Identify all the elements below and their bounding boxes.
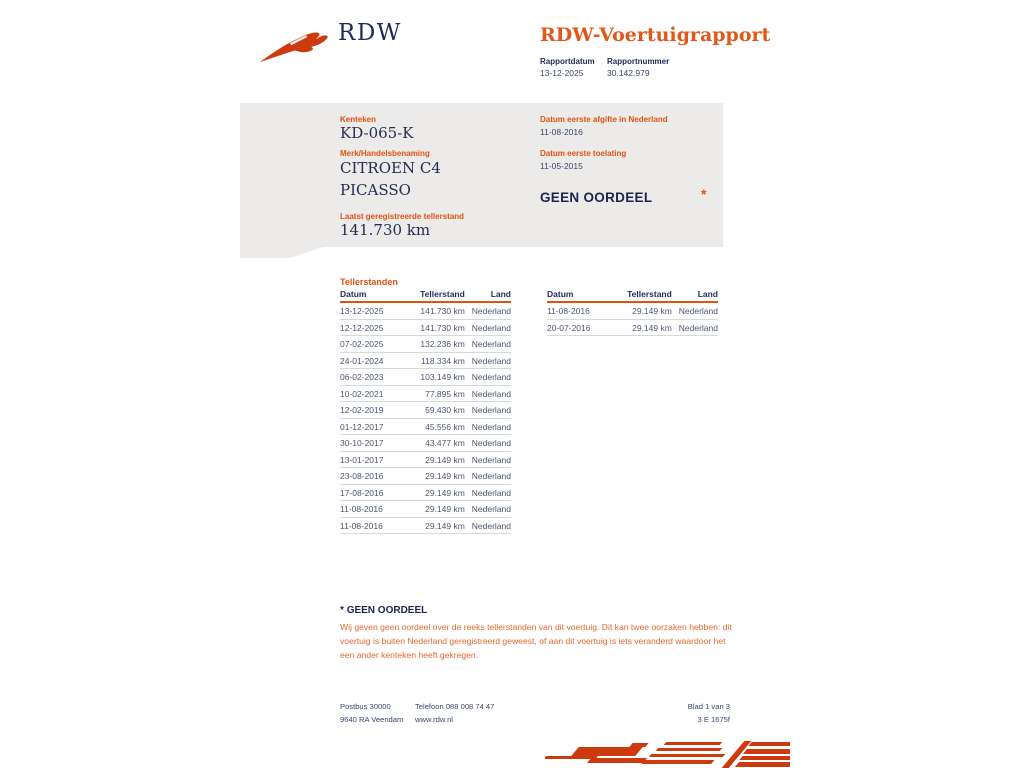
table-cell: Nederland	[465, 352, 511, 369]
table-cell: Nederland	[672, 302, 718, 319]
stripe	[748, 742, 790, 746]
table-cell: Nederland	[465, 402, 511, 419]
footer-website: www.rdw.nl	[415, 715, 453, 724]
table-cell: 01-12-2017	[340, 418, 408, 435]
laatste-tellerstand-label: Laatst geregistreerde tellerstand	[340, 212, 465, 221]
table-cell: 13-12-2025	[340, 302, 408, 319]
table-row	[340, 385, 511, 402]
stripe	[587, 758, 647, 763]
table-row	[340, 336, 511, 353]
table-cell: 45.556 km	[408, 418, 464, 435]
stripe	[571, 747, 643, 756]
footnote-title: GEEN OORDEEL	[346, 605, 428, 616]
table-cell: 132.236 km	[408, 336, 464, 353]
table-cell: 29.149 km	[408, 451, 464, 468]
table-cell: 29.149 km	[408, 484, 464, 501]
table-cell: 118.334 km	[408, 352, 464, 369]
table-cell: 141.730 km	[408, 302, 464, 319]
footnote-heading	[340, 605, 427, 616]
table-cell: 29.149 km	[615, 319, 671, 336]
report-number-value: 30.142.979	[607, 68, 650, 78]
footer-phone: Telefoon 088 008 74 47	[415, 702, 495, 711]
tellerstanden-table-left	[340, 289, 511, 534]
decorative-stripes-graphic	[545, 741, 790, 768]
stripe	[739, 756, 790, 760]
table-cell: 43.477 km	[408, 435, 464, 452]
stripe	[649, 754, 726, 757]
table-cell: Nederland	[465, 369, 511, 386]
table-cell: 11-08-2016	[547, 302, 615, 319]
stripe	[664, 742, 723, 745]
table-row	[340, 302, 511, 319]
tellerstanden-table-right	[547, 289, 718, 336]
table-cell: 29.149 km	[408, 517, 464, 534]
table-cell: 29.149 km	[615, 302, 671, 319]
document-title: RDW-Voertuigrapport	[540, 24, 771, 46]
table-cell: Nederland	[465, 451, 511, 468]
table-cell: 29.149 km	[408, 501, 464, 518]
eerste-toelating-value: 11-05-2015	[540, 161, 583, 171]
table-cell: 13-01-2017	[340, 451, 408, 468]
report-number-label: Rapportnummer	[607, 57, 670, 66]
table-row	[547, 302, 718, 319]
table-column-header: Land	[465, 289, 511, 302]
table-row	[340, 468, 511, 485]
table-cell: 103.149 km	[408, 369, 464, 386]
table-cell: 10-02-2021	[340, 385, 408, 402]
table-row	[340, 369, 511, 386]
table-cell: 59.430 km	[408, 402, 464, 419]
table-cell: Nederland	[465, 468, 511, 485]
stripe	[735, 762, 790, 767]
table-cell: 23-08-2016	[340, 468, 408, 485]
table-cell: Nederland	[465, 517, 511, 534]
eerste-toelating-label: Datum eerste toelating	[540, 149, 627, 158]
kenteken-label: Kenteken	[340, 115, 377, 124]
merk-label: Merk/Handelsbenaming	[340, 149, 430, 158]
table-cell: 12-12-2025	[340, 319, 408, 336]
table-cell: Nederland	[465, 501, 511, 518]
stripe	[629, 743, 648, 747]
table-cell: Nederland	[465, 418, 511, 435]
footer-postbus: Postbus 30000	[340, 702, 391, 711]
table-cell: Nederland	[672, 319, 718, 336]
table-cell: 141.730 km	[408, 319, 464, 336]
table-cell: Nederland	[465, 484, 511, 501]
table-row	[340, 352, 511, 369]
table-cell: Nederland	[465, 302, 511, 319]
table-cell: 11-08-2016	[340, 517, 408, 534]
table-row	[340, 435, 511, 452]
laatste-tellerstand-value: 141.730 km	[340, 221, 431, 239]
table-cell: 06-02-2023	[340, 369, 408, 386]
table-row	[547, 319, 718, 336]
kenteken-value: KD-065-K	[340, 124, 414, 142]
vehicle-summary-box	[240, 103, 723, 258]
tellerstanden-title: Tellerstanden	[340, 277, 398, 287]
merk-value-line2: PICASSO	[340, 181, 411, 199]
stripe	[642, 760, 715, 764]
oordeel-status: GEEN OORDEEL	[540, 190, 653, 205]
table-column-header: Datum	[340, 289, 408, 302]
stripe	[656, 748, 723, 751]
table-column-header: Tellerstand	[615, 289, 671, 302]
table-cell: 77.895 km	[408, 385, 464, 402]
footnote-asterisk: *	[340, 605, 344, 616]
footer-plaats: 9640 RA Veendam	[340, 715, 404, 724]
table-row	[340, 319, 511, 336]
footnote-body: Wij geven geen oordeel over de reeks tellerstanden van dit voertuig. Dit kan twee oorzaken hebben: dit voertuig is buiten Nederland geregistreerd geweest, of aan dit voertuig is iets veranderd waardoor het een ander kenteken heeft gekregen.	[340, 622, 732, 660]
rdw-eagle-logo-icon	[258, 28, 332, 64]
table-cell: Nederland	[465, 336, 511, 353]
table-column-header: Tellerstand	[408, 289, 464, 302]
table-cell: Nederland	[465, 435, 511, 452]
table-cell: Nederland	[465, 385, 511, 402]
table-cell: 17-08-2016	[340, 484, 408, 501]
table-cell: 12-02-2019	[340, 402, 408, 419]
table-column-header: Datum	[547, 289, 615, 302]
table-header-row	[547, 289, 718, 302]
table-cell: 20-07-2016	[547, 319, 615, 336]
table-column-header: Land	[672, 289, 718, 302]
table-cell: 24-01-2024	[340, 352, 408, 369]
table-cell: Nederland	[465, 319, 511, 336]
merk-value-line1: CITROEN C4	[340, 159, 441, 177]
table-row	[340, 517, 511, 534]
stripe	[743, 749, 790, 754]
oordeel-asterisk: *	[701, 186, 707, 202]
table-row	[340, 451, 511, 468]
eerste-afgifte-value: 11-08-2016	[540, 127, 583, 137]
report-date-label: Rapportdatum	[540, 57, 595, 66]
table-row	[340, 484, 511, 501]
eerste-afgifte-label: Datum eerste afgifte in Nederland	[540, 115, 668, 124]
table-cell: 11-08-2016	[340, 501, 408, 518]
footer-form-code: 3 E 1675f	[697, 715, 730, 724]
table-header-row	[340, 289, 511, 302]
table-row	[340, 402, 511, 419]
logo-wordmark: RDW	[338, 20, 402, 46]
report-date-value: 13-12-2025	[540, 68, 584, 78]
footer-page-number: Blad 1 van 3	[687, 702, 730, 711]
table-cell: 29.149 km	[408, 468, 464, 485]
table-row	[340, 501, 511, 518]
table-row	[340, 418, 511, 435]
table-cell: 07-02-2025	[340, 336, 408, 353]
table-cell: 30-10-2017	[340, 435, 408, 452]
